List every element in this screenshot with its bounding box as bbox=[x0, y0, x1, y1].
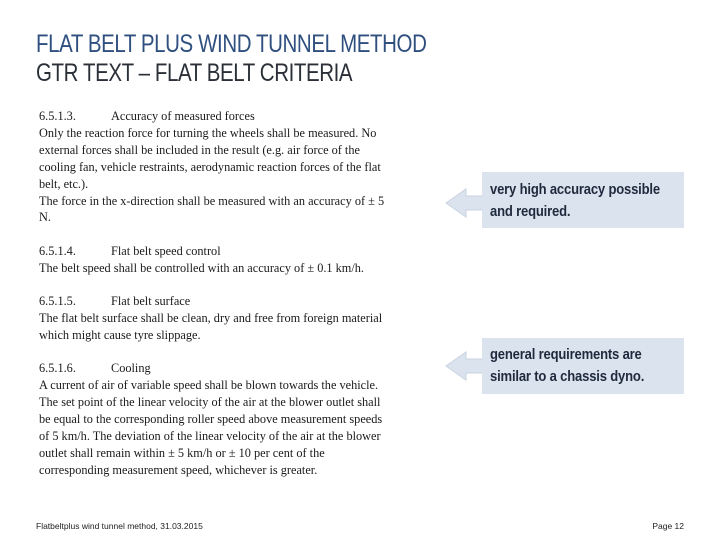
arrow-left-icon bbox=[444, 345, 486, 387]
text-line: The belt speed shall be controlled with an accuracy of ± 0.1 km/h. bbox=[39, 260, 364, 275]
section-6-5-1-4 bbox=[39, 243, 434, 277]
section-number: 6.5.1.6. bbox=[39, 361, 76, 376]
text-line: belt, etc.). bbox=[39, 176, 89, 191]
section-6-5-1-3 bbox=[39, 108, 434, 226]
section-heading: Cooling bbox=[111, 361, 151, 376]
callout-line: similar to a chassis dyno. bbox=[490, 369, 645, 385]
text-line: Only the reaction force for turning the wheels shall be measured. No bbox=[39, 125, 377, 140]
callout-accuracy bbox=[482, 172, 684, 228]
title-line-1: FLAT BELT PLUS WIND TUNNEL METHOD bbox=[36, 30, 427, 58]
text-line: N. bbox=[39, 210, 51, 225]
callout-line: general requirements are bbox=[490, 347, 642, 363]
text-line: The flat belt surface shall be clean, dry and free from foreign material bbox=[39, 311, 383, 326]
callout-general bbox=[482, 338, 684, 394]
text-line: of 5 km/h. The deviation of the linear velocity of the air at the blower bbox=[39, 429, 381, 443]
footer-source: Flatbeltplus wind tunnel method, 31.03.2015 bbox=[36, 521, 203, 531]
arrow-left-icon bbox=[444, 182, 486, 224]
text-line: The set point of the linear velocity of the air at the blower outlet shall bbox=[39, 395, 381, 410]
text-line: The force in the x-direction shall be measured with an accuracy of ± 5 bbox=[39, 193, 385, 208]
section-heading: Accuracy of measured forces bbox=[111, 109, 255, 123]
text-line: corresponding measurement speed, whichever is greater. bbox=[39, 462, 318, 477]
text-line: external forces shall be included in the result (e.g. air force of the bbox=[39, 142, 360, 157]
gtr-text-body bbox=[39, 108, 434, 495]
section-number: 6.5.1.4. bbox=[39, 243, 76, 258]
section-heading: Flat belt speed control bbox=[111, 243, 221, 258]
callout-line: very high accuracy possible bbox=[490, 182, 660, 198]
section-number: 6.5.1.3. bbox=[39, 109, 76, 123]
section-6-5-1-6 bbox=[39, 360, 434, 478]
text-line: outlet shall remain within ± 5 km/h or ± 10 per cent of the bbox=[39, 445, 325, 460]
page-number: Page 12 bbox=[652, 521, 684, 531]
text-line: A current of air of variable speed shall be blown towards the vehicle. bbox=[39, 378, 379, 393]
text-line: cooling fan, vehicle restraints, aerodynamic reaction forces of the flat bbox=[39, 159, 381, 174]
section-6-5-1-5 bbox=[39, 293, 434, 344]
section-heading: Flat belt surface bbox=[111, 294, 191, 309]
section-number: 6.5.1.5. bbox=[39, 294, 76, 309]
text-line: be equal to the corresponding roller speed above measurement speeds bbox=[39, 412, 383, 427]
text-line: which might cause tyre slippage. bbox=[39, 327, 201, 342]
slide-title bbox=[36, 30, 426, 88]
callout-line: and required. bbox=[490, 204, 571, 220]
title-line-2: GTR TEXT – FLAT BELT CRITERIA bbox=[36, 59, 353, 87]
